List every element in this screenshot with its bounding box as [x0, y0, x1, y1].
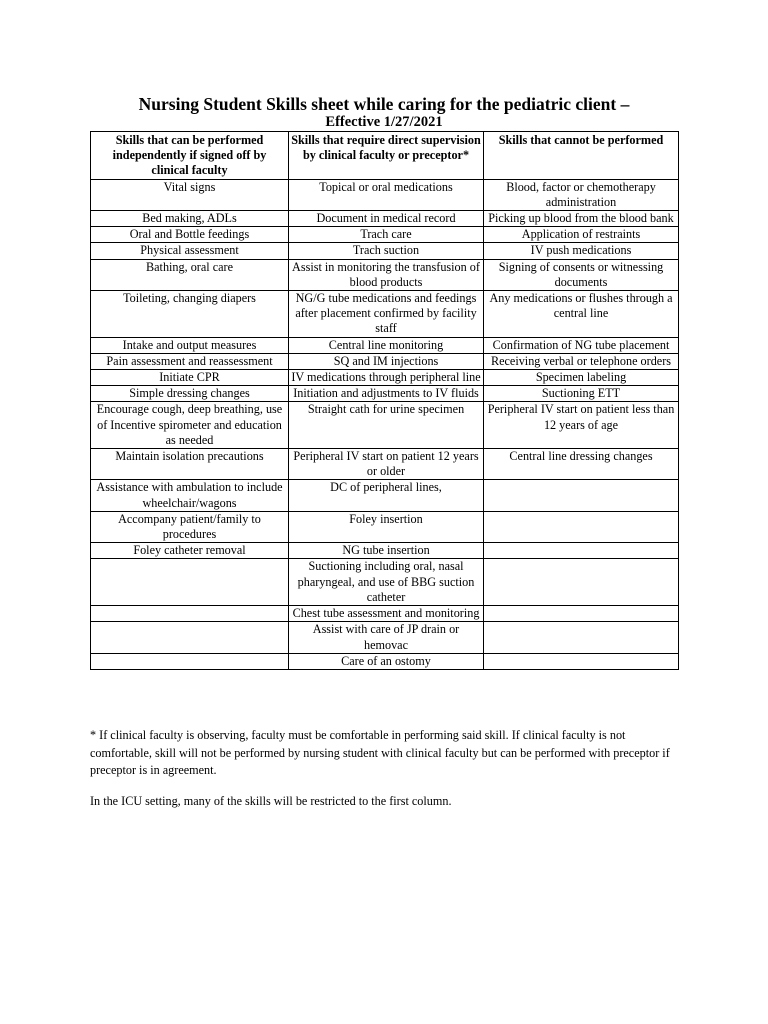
- independent-skill-cell: Foley catheter removal: [91, 543, 289, 559]
- table-row: [91, 480, 679, 511]
- supervised-skill-cell: Suctioning including oral, nasal pharyngeal, and use of BBG suction catheter: [289, 559, 484, 606]
- table-row: [91, 211, 679, 227]
- independent-skill-cell: [91, 622, 289, 653]
- supervised-skill-cell: Topical or oral medications: [289, 179, 484, 210]
- supervised-skill-cell: Trach suction: [289, 243, 484, 259]
- not-performed-skill-cell: Blood, factor or chemotherapy administration: [484, 179, 679, 210]
- not-performed-skill-cell: [484, 653, 679, 669]
- table-row: [91, 227, 679, 243]
- table-row: [91, 370, 679, 386]
- not-performed-skill-cell: Confirmation of NG tube placement: [484, 337, 679, 353]
- not-performed-skill-cell: Suctioning ETT: [484, 386, 679, 402]
- independent-skill-cell: Intake and output measures: [91, 337, 289, 353]
- independent-skill-cell: Pain assessment and reassessment: [91, 353, 289, 369]
- independent-skill-cell: [91, 606, 289, 622]
- independent-skill-cell: Encourage cough, deep breathing, use of Incentive spirometer and education as needed: [91, 402, 289, 449]
- table-row: [91, 606, 679, 622]
- independent-skill-cell: Vital signs: [91, 179, 289, 210]
- independent-skill-cell: Accompany patient/family to procedures: [91, 511, 289, 542]
- supervised-skill-cell: SQ and IM injections: [289, 353, 484, 369]
- document-title: Nursing Student Skills sheet while caring for the pediatric client –: [138, 94, 630, 114]
- supervised-skill-cell: Straight cath for urine specimen: [289, 402, 484, 449]
- independent-skill-cell: Oral and Bottle feedings: [91, 227, 289, 243]
- not-performed-skill-cell: Application of restraints: [484, 227, 679, 243]
- table-row: [91, 653, 679, 669]
- not-performed-skill-cell: Any medications or flushes through a central line: [484, 291, 679, 338]
- skills-table: [90, 131, 679, 670]
- table-row: [91, 386, 679, 402]
- column-header-not-performed: Skills that cannot be performed: [484, 132, 679, 180]
- table-row: [91, 511, 679, 542]
- column-header-independent: Skills that can be performed independently if signed off by clinical faculty: [91, 132, 289, 180]
- table-row: [91, 291, 679, 338]
- column-header-supervised: Skills that require direct supervision by clinical faculty or preceptor*: [289, 132, 484, 180]
- supervised-skill-cell: Care of an ostomy: [289, 653, 484, 669]
- supervised-skill-cell: Assist with care of JP drain or hemovac: [289, 622, 484, 653]
- supervised-skill-cell: Foley insertion: [289, 511, 484, 542]
- table-row: [91, 259, 679, 290]
- table-row: [91, 559, 679, 606]
- not-performed-skill-cell: [484, 622, 679, 653]
- independent-skill-cell: Assistance with ambulation to include wheelchair/wagons: [91, 480, 289, 511]
- independent-skill-cell: [91, 653, 289, 669]
- icu-note-text: In the ICU setting, many of the skills will be restricted to the first column.: [90, 793, 452, 808]
- independent-skill-cell: Initiate CPR: [91, 370, 289, 386]
- notes-section: [90, 727, 690, 810]
- independent-skill-cell: Toileting, changing diapers: [91, 291, 289, 338]
- supervised-skill-cell: Peripheral IV start on patient 12 years or older: [289, 449, 484, 480]
- supervised-skill-cell: Assist in monitoring the transfusion of blood products: [289, 259, 484, 290]
- independent-skill-cell: Simple dressing changes: [91, 386, 289, 402]
- table-row: [91, 543, 679, 559]
- independent-skill-cell: Bed making, ADLs: [91, 211, 289, 227]
- not-performed-skill-cell: Picking up blood from the blood bank: [484, 211, 679, 227]
- table-row: [91, 402, 679, 449]
- not-performed-skill-cell: Specimen labeling: [484, 370, 679, 386]
- independent-skill-cell: [91, 559, 289, 606]
- independent-skill-cell: Maintain isolation precautions: [91, 449, 289, 480]
- independent-skill-cell: Bathing, oral care: [91, 259, 289, 290]
- not-performed-skill-cell: [484, 480, 679, 511]
- footnote-text: * If clinical faculty is observing, faculty must be comfortable in performing said skill. If clinical faculty is not comfortable, skill will not be performed by nursing student with clinical faculty but can be performed with preceptor if preceptor is in agreement.: [90, 728, 670, 777]
- table-header-row: [91, 132, 679, 180]
- supervised-skill-cell: IV medications through peripheral line: [289, 370, 484, 386]
- not-performed-skill-cell: IV push medications: [484, 243, 679, 259]
- supervised-skill-cell: Chest tube assessment and monitoring: [289, 606, 484, 622]
- not-performed-skill-cell: [484, 559, 679, 606]
- supervised-skill-cell: DC of peripheral lines,: [289, 480, 484, 511]
- table-row: [91, 179, 679, 210]
- not-performed-skill-cell: [484, 543, 679, 559]
- document-subtitle: Effective 1/27/2021: [325, 114, 443, 130]
- not-performed-skill-cell: [484, 606, 679, 622]
- not-performed-skill-cell: Signing of consents or witnessing documents: [484, 259, 679, 290]
- not-performed-skill-cell: [484, 511, 679, 542]
- table-row: [91, 622, 679, 653]
- skills-table-body: [91, 179, 679, 669]
- not-performed-skill-cell: Receiving verbal or telephone orders: [484, 353, 679, 369]
- table-row: [91, 243, 679, 259]
- supervised-skill-cell: NG/G tube medications and feedings after placement confirmed by facility staff: [289, 291, 484, 338]
- supervised-skill-cell: Central line monitoring: [289, 337, 484, 353]
- supervised-skill-cell: Trach care: [289, 227, 484, 243]
- table-row: [91, 353, 679, 369]
- independent-skill-cell: Physical assessment: [91, 243, 289, 259]
- not-performed-skill-cell: Peripheral IV start on patient less than 12 years of age: [484, 402, 679, 449]
- not-performed-skill-cell: Central line dressing changes: [484, 449, 679, 480]
- table-row: [91, 337, 679, 353]
- supervised-skill-cell: Initiation and adjustments to IV fluids: [289, 386, 484, 402]
- supervised-skill-cell: NG tube insertion: [289, 543, 484, 559]
- supervised-skill-cell: Document in medical record: [289, 211, 484, 227]
- table-row: [91, 449, 679, 480]
